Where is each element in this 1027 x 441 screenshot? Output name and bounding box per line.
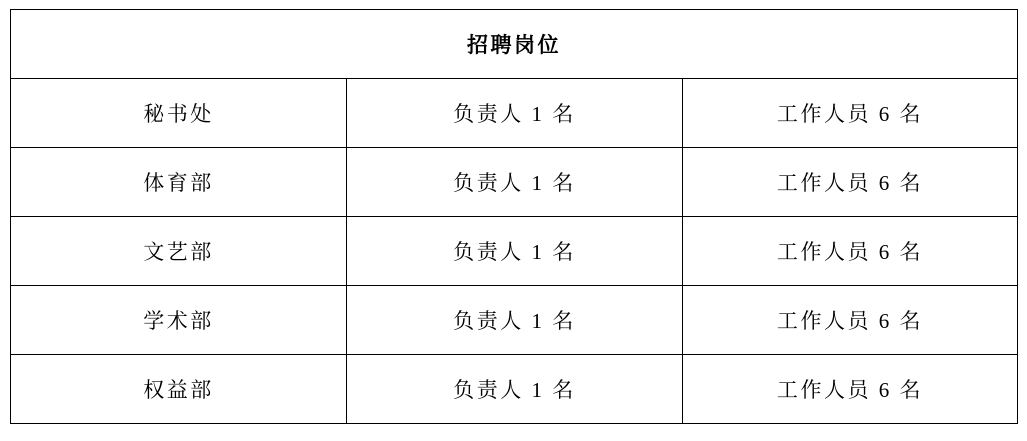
department-name: 权益部 (11, 355, 347, 424)
department-name: 文艺部 (11, 217, 347, 286)
staff-count: 工作人员 6 名 (683, 148, 1018, 217)
staff-count: 工作人员 6 名 (683, 355, 1018, 424)
leader-count: 负责人 1 名 (347, 217, 683, 286)
table-row (11, 79, 1018, 148)
staff-count: 工作人员 6 名 (683, 286, 1018, 355)
staff-count: 工作人员 6 名 (683, 217, 1018, 286)
table-row (11, 148, 1018, 217)
table-title: 招聘岗位 (11, 10, 1018, 79)
department-name: 体育部 (11, 148, 347, 217)
department-name: 学术部 (11, 286, 347, 355)
staff-count: 工作人员 6 名 (683, 79, 1018, 148)
table-title-row (11, 10, 1018, 79)
department-name: 秘书处 (11, 79, 347, 148)
table-row (11, 217, 1018, 286)
leader-count: 负责人 1 名 (347, 148, 683, 217)
table-row (11, 355, 1018, 424)
leader-count: 负责人 1 名 (347, 286, 683, 355)
recruitment-positions-table (10, 9, 1018, 424)
table-row (11, 286, 1018, 355)
leader-count: 负责人 1 名 (347, 355, 683, 424)
leader-count: 负责人 1 名 (347, 79, 683, 148)
